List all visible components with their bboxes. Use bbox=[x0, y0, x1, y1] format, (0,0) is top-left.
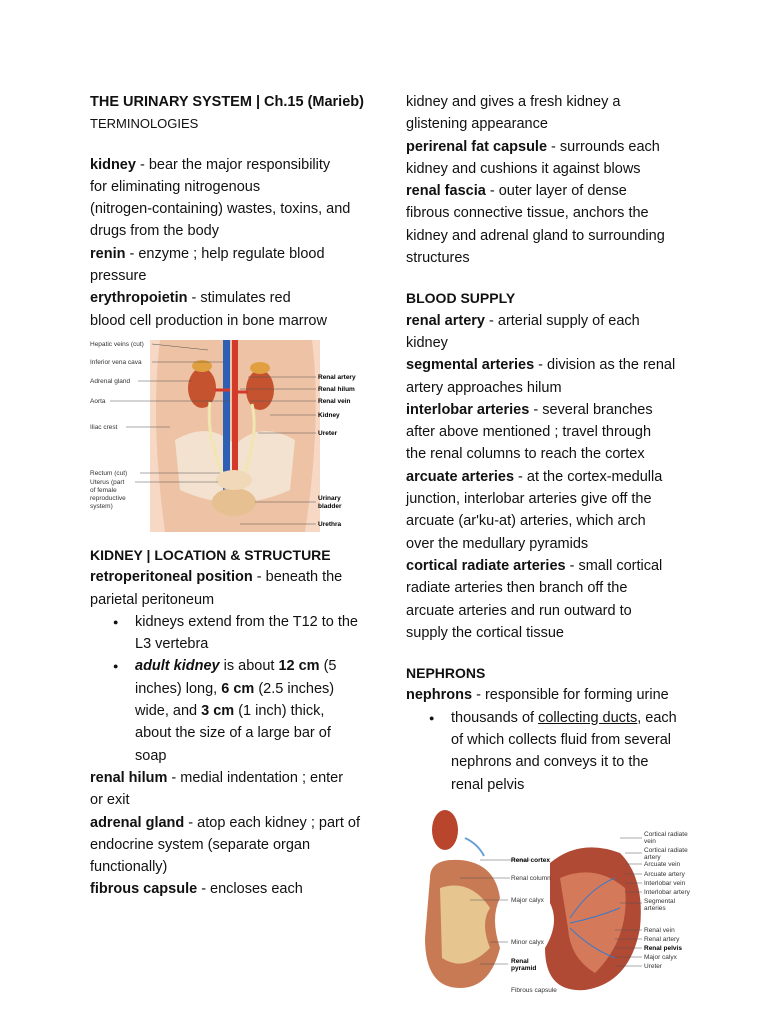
list-item bbox=[451, 707, 692, 796]
section-title-nephrons: NEPHRONS bbox=[406, 665, 486, 682]
def: for eliminating nitrogenous bbox=[90, 178, 261, 195]
def: blood cell production in bone marrow bbox=[90, 312, 327, 329]
continued-text bbox=[406, 91, 692, 136]
text: is about bbox=[219, 658, 279, 675]
def: - responsible for forming urine bbox=[472, 687, 669, 704]
urinary-system-illustration bbox=[90, 340, 365, 532]
label-kidney: Kidney bbox=[318, 411, 340, 419]
text: glistening appearance bbox=[406, 116, 548, 133]
def-fibrous-capsule bbox=[90, 878, 370, 900]
label-crv: Cortical radiate bbox=[644, 831, 688, 838]
label-seg: Segmental bbox=[644, 898, 676, 905]
label-hepatic: Hepatic veins (cut) bbox=[90, 340, 144, 348]
label-uterus-4: system) bbox=[90, 502, 113, 510]
spacer bbox=[406, 269, 692, 287]
def: - beneath the bbox=[252, 569, 343, 586]
label-bladder-2: bladder bbox=[318, 502, 342, 510]
def-arcuate bbox=[406, 466, 692, 555]
def: kidney and cushions it against blows bbox=[406, 160, 641, 177]
def: drugs from the body bbox=[90, 223, 219, 240]
left-kidney bbox=[188, 368, 216, 408]
right-column bbox=[406, 91, 692, 796]
def: pressure bbox=[90, 268, 147, 285]
term: kidney bbox=[90, 156, 136, 173]
vena-cava bbox=[223, 340, 230, 490]
term: renal hilum bbox=[90, 769, 168, 786]
def: functionally) bbox=[90, 859, 168, 876]
def: fibrous connective tissue, anchors the bbox=[406, 205, 649, 222]
term: interlobar arteries bbox=[406, 401, 530, 418]
term: nephrons bbox=[406, 687, 473, 704]
term: adult kidney bbox=[135, 658, 220, 675]
label-aa: Arcuate artery bbox=[644, 871, 685, 878]
label-rectum: Rectum (cut) bbox=[90, 469, 128, 477]
def-renin bbox=[90, 243, 370, 288]
def: artery approaches hilum bbox=[406, 379, 562, 396]
def: supply the cortical tissue bbox=[406, 624, 564, 641]
arrow bbox=[465, 838, 484, 856]
mini-kidney bbox=[432, 810, 458, 850]
label-av: Arcuate vein bbox=[644, 861, 681, 868]
kidney-section-illustration bbox=[420, 808, 690, 998]
value: 12 cm bbox=[278, 658, 320, 675]
def-renal-artery bbox=[406, 310, 692, 355]
text: nephrons and conveys it to the bbox=[451, 754, 649, 771]
def-adrenal-gland bbox=[90, 812, 370, 879]
uterus bbox=[216, 470, 252, 490]
label-cra: Cortical radiate bbox=[644, 847, 688, 854]
label-iliac: Iliac crest bbox=[90, 423, 118, 431]
def: structures bbox=[406, 250, 470, 267]
label-renal-hilum: Renal hilum bbox=[318, 385, 355, 393]
left-column bbox=[90, 91, 370, 901]
label-ur: Ureter bbox=[644, 963, 663, 970]
list-item bbox=[135, 611, 370, 656]
label-pyramid-2: pyramid bbox=[511, 965, 537, 972]
label-rp: Renal pelvis bbox=[644, 945, 682, 952]
label-bladder: Urinary bbox=[318, 494, 341, 502]
def: - stimulates red bbox=[187, 290, 291, 307]
text: kidneys extend from the T12 to the bbox=[135, 613, 359, 630]
term: fibrous capsule bbox=[90, 881, 198, 898]
def: - division as the renal bbox=[534, 357, 676, 374]
term: arcuate arteries bbox=[406, 468, 515, 485]
label-mc: Major calyx bbox=[644, 954, 677, 961]
label-crv-2: vein bbox=[644, 838, 656, 845]
label-pyramid: Renal bbox=[511, 958, 529, 965]
term: renin bbox=[90, 245, 126, 262]
right-kidney bbox=[246, 370, 274, 410]
def-renal-fascia bbox=[406, 180, 692, 269]
list-item bbox=[135, 655, 370, 766]
urinary-system-figure bbox=[90, 340, 365, 532]
term: retroperitoneal position bbox=[90, 569, 253, 586]
def: parietal peritoneum bbox=[90, 591, 215, 608]
aorta bbox=[232, 340, 238, 490]
spacer bbox=[90, 136, 370, 154]
label-adrenal: Adrenal gland bbox=[90, 377, 131, 385]
text: inches) long, bbox=[135, 680, 222, 697]
label-rv: Renal vein bbox=[644, 927, 675, 934]
label-ia: Interlobar artery bbox=[644, 889, 690, 896]
text: (2.5 inches) bbox=[254, 680, 335, 697]
section-title-blood-supply: BLOOD SUPPLY bbox=[406, 290, 516, 307]
def-perirenal bbox=[406, 136, 692, 181]
def-nephrons bbox=[406, 684, 692, 706]
def: - medial indentation ; enter bbox=[167, 769, 344, 786]
term: perirenal fat capsule bbox=[406, 138, 548, 155]
label-renal-vein: Renal vein bbox=[318, 397, 351, 405]
def: radiate arteries then branch off the bbox=[406, 580, 628, 597]
text: (5 bbox=[319, 658, 337, 675]
page-title: THE URINARY SYSTEM | Ch.15 (Marieb) bbox=[90, 94, 364, 110]
label-major: Major calyx bbox=[511, 897, 544, 904]
def-interlobar bbox=[406, 399, 692, 466]
def: - several branches bbox=[529, 401, 653, 418]
bladder bbox=[212, 488, 256, 516]
term: adrenal gland bbox=[90, 814, 185, 831]
def-segmental bbox=[406, 354, 692, 399]
label-iv: Interlobar vein bbox=[644, 880, 686, 887]
text: of which collects fluid from several bbox=[451, 732, 671, 749]
label-column: Renal column bbox=[511, 875, 551, 882]
def: (nitrogen-containing) wastes, toxins, and bbox=[90, 201, 351, 218]
subtitle: TERMINOLOGIES bbox=[90, 116, 199, 132]
label-uterus-2: of female bbox=[90, 486, 117, 494]
value: 3 cm bbox=[201, 703, 235, 720]
label-urethra: Urethra bbox=[318, 520, 342, 528]
text: soap bbox=[135, 747, 167, 764]
def: - enzyme ; help regulate blood bbox=[125, 245, 325, 262]
def: junction, interlobar arteries give off the bbox=[406, 491, 652, 508]
label-renal-artery: Renal artery bbox=[318, 373, 356, 381]
bullet-list bbox=[90, 611, 370, 767]
label-uterus-3: reproductive bbox=[90, 494, 126, 502]
def: - atop each kidney ; part of bbox=[184, 814, 360, 831]
def-cortical-radiate bbox=[406, 555, 692, 644]
def: the renal columns to reach the cortex bbox=[406, 446, 645, 463]
def: over the medullary pyramids bbox=[406, 535, 589, 552]
def: arcuate arteries and run outward to bbox=[406, 602, 632, 619]
def: - at the cortex-medulla bbox=[514, 468, 663, 485]
def-kidney bbox=[90, 154, 370, 243]
def: or exit bbox=[90, 792, 130, 809]
text: thousands of bbox=[451, 709, 539, 726]
def: arcuate (ar'ku-at) arteries, which arch bbox=[406, 513, 646, 530]
label-cortex: Renal cortex bbox=[511, 857, 551, 864]
text: , each bbox=[637, 709, 677, 726]
label-aorta: Aorta bbox=[90, 397, 106, 405]
section-title-location: KIDNEY | LOCATION & STRUCTURE bbox=[90, 546, 331, 563]
text: L3 vertebra bbox=[135, 636, 209, 653]
def: - outer layer of dense bbox=[485, 183, 627, 200]
term: cortical radiate arteries bbox=[406, 557, 566, 574]
term: segmental arteries bbox=[406, 357, 535, 374]
term: erythropoietin bbox=[90, 290, 188, 307]
value: 6 cm bbox=[221, 680, 255, 697]
spacer bbox=[406, 644, 692, 662]
def: kidney bbox=[406, 334, 448, 351]
text: about the size of a large bar of bbox=[135, 725, 331, 742]
def-retroperitoneal bbox=[90, 566, 370, 611]
underlined-term: collecting ducts bbox=[538, 709, 638, 726]
label-uterus: Uterus (part bbox=[90, 478, 125, 486]
adrenal-right bbox=[250, 362, 270, 374]
label-ureter: Ureter bbox=[318, 429, 338, 437]
label-seg-2: arteries bbox=[644, 905, 666, 912]
kidney-section-figure bbox=[420, 808, 690, 998]
def-erythropoietin bbox=[90, 287, 370, 332]
def: kidney and adrenal gland to surrounding bbox=[406, 227, 665, 244]
text: (1 inch) thick, bbox=[234, 703, 325, 720]
term: renal artery bbox=[406, 312, 485, 329]
label-ivc: Inferior vena cava bbox=[90, 358, 142, 366]
term: renal fascia bbox=[406, 183, 486, 200]
text: kidney and gives a fresh kidney a bbox=[406, 94, 621, 110]
def: - surrounds each bbox=[547, 138, 660, 155]
text: wide, and bbox=[135, 703, 202, 720]
def: - small cortical bbox=[565, 557, 663, 574]
label-cra-2: artery bbox=[644, 854, 661, 861]
text: renal pelvis bbox=[451, 776, 525, 793]
label-minor: Minor calyx bbox=[511, 939, 544, 946]
def-renal-hilum bbox=[90, 767, 370, 812]
def: - arterial supply of each bbox=[485, 312, 640, 329]
bullet-list bbox=[406, 707, 692, 796]
def: endocrine system (separate organ bbox=[90, 836, 311, 853]
label-capsule: Fibrous capsule bbox=[511, 987, 557, 994]
def: after above mentioned ; travel through bbox=[406, 424, 652, 441]
def: - encloses each bbox=[197, 881, 303, 898]
def: - bear the major responsibility bbox=[135, 156, 331, 173]
label-ra: Renal artery bbox=[644, 936, 680, 943]
